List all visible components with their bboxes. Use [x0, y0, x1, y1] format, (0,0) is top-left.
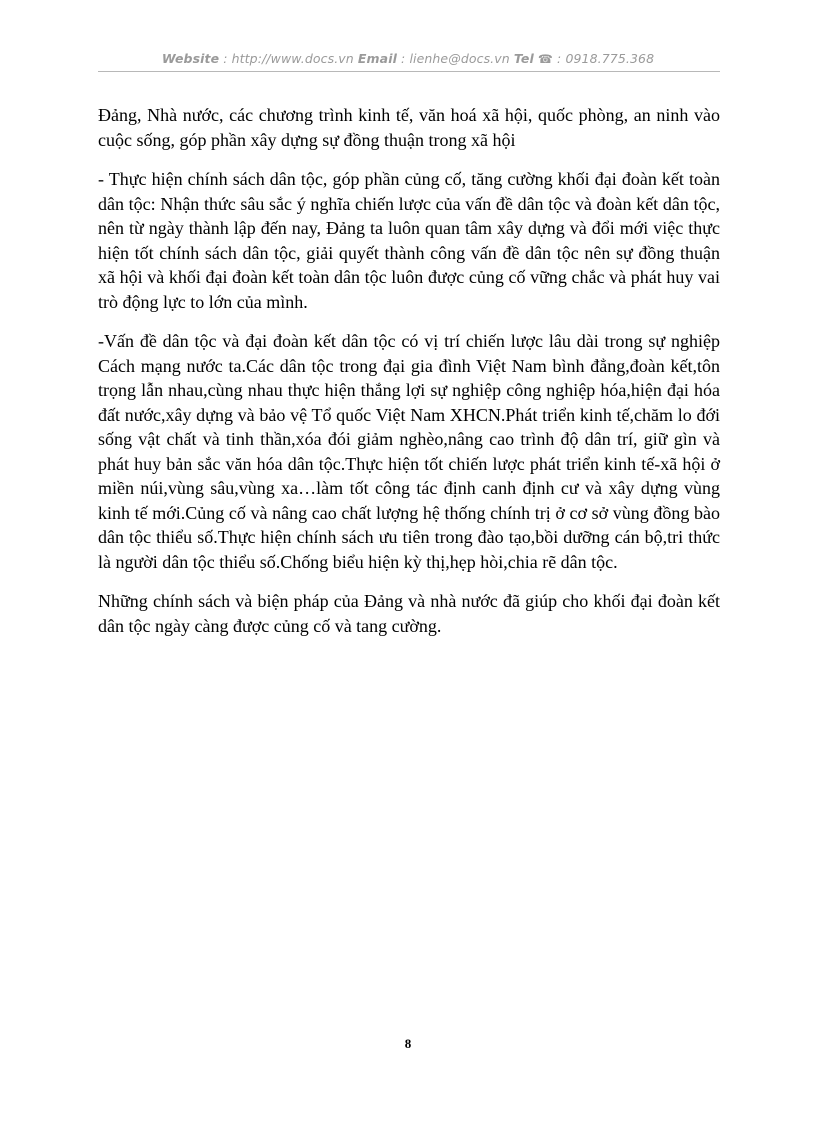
document-body [98, 103, 720, 653]
telephone-icon: ☎ [537, 52, 553, 66]
website-url: : http://www.docs.vn [219, 51, 358, 66]
email-address: : lienhe@docs.vn [396, 51, 514, 66]
paragraph-1: Đảng, Nhà nước, các chương trình kinh tế, văn hoá xã hội, quốc phòng, an ninh vào cuộc sống, góp phần xây dựng sự đồng thuận trong xã hội [98, 105, 720, 150]
paragraph-3: -Vấn đề dân tộc và đại đoàn kết dân tộc có vị trí chiến lược lâu dài trong sự nghiệp Cách mạng nước ta.Các dân tộc trong đại gia đình Việt Nam bình đẳng,đoàn kết,tôn trọng lẫn nhau,cùng nhau thực hiện thắng lợi sự nghiệp công nghiệp hóa,hiện đại hóa đất nước,xây dựng và bảo vệ Tổ quốc Việt Nam XHCN.Phát triển kinh tế,chăm lo đới sống vật chất và tinh thần,xóa đói giảm nghèo,nâng cao trình độ dân trí, giữ gìn và phát huy bản sắc văn hóa dân tộc.Thực hiện tốt chiến lược phát triển kinh tế-xã hội ở miền núi,vùng sâu,vùng xa…làm tốt công tác định canh định cư và xây dựng vùng kinh tế mới.Củng cố và nâng cao chất lượng hệ thống chính trị ở cơ sở vùng đồng bào dân tộc thiểu số.Thực hiện chính sách ưu tiên trong đào tạo,bồi dưỡng cán bộ,tri thức là người dân tộc thiểu số.Chống biểu hiện kỳ thị,hẹp hòi,chia rẽ dân tộc. [98, 331, 720, 572]
page-header [0, 51, 816, 66]
header-divider [98, 71, 720, 72]
tel-label: Tel [513, 51, 534, 66]
paragraph-2: - Thực hiện chính sách dân tộc, góp phần củng cố, tăng cường khối đại đoàn kết toàn dân tộc: Nhận thức sâu sắc ý nghĩa chiến lược của vấn đề dân tộc và đoàn kết dân tộc, nên từ ngày thành lập đến nay, Đảng ta luôn quan tâm xây dựng và đổi mới việc thực hiện tốt chính sách dân tộc, giải quyết thành công vấn đề dân tộc nên sự đồng thuận xã hội và khối đại đoàn kết toàn dân tộc luôn được củng cố vững chắc và phát huy vai trò động lực to lớn của mình. [98, 169, 720, 312]
paragraph-4: Những chính sách và biện pháp của Đảng và nhà nước đã giúp cho khối đại đoàn kết dân tộc ngày càng được củng cố và tang cường. [98, 591, 720, 636]
website-label: Website [161, 51, 220, 66]
email-label: Email [357, 51, 397, 66]
page-number: 8 [404, 1036, 412, 1051]
tel-number: : 0918.775.368 [552, 51, 655, 66]
